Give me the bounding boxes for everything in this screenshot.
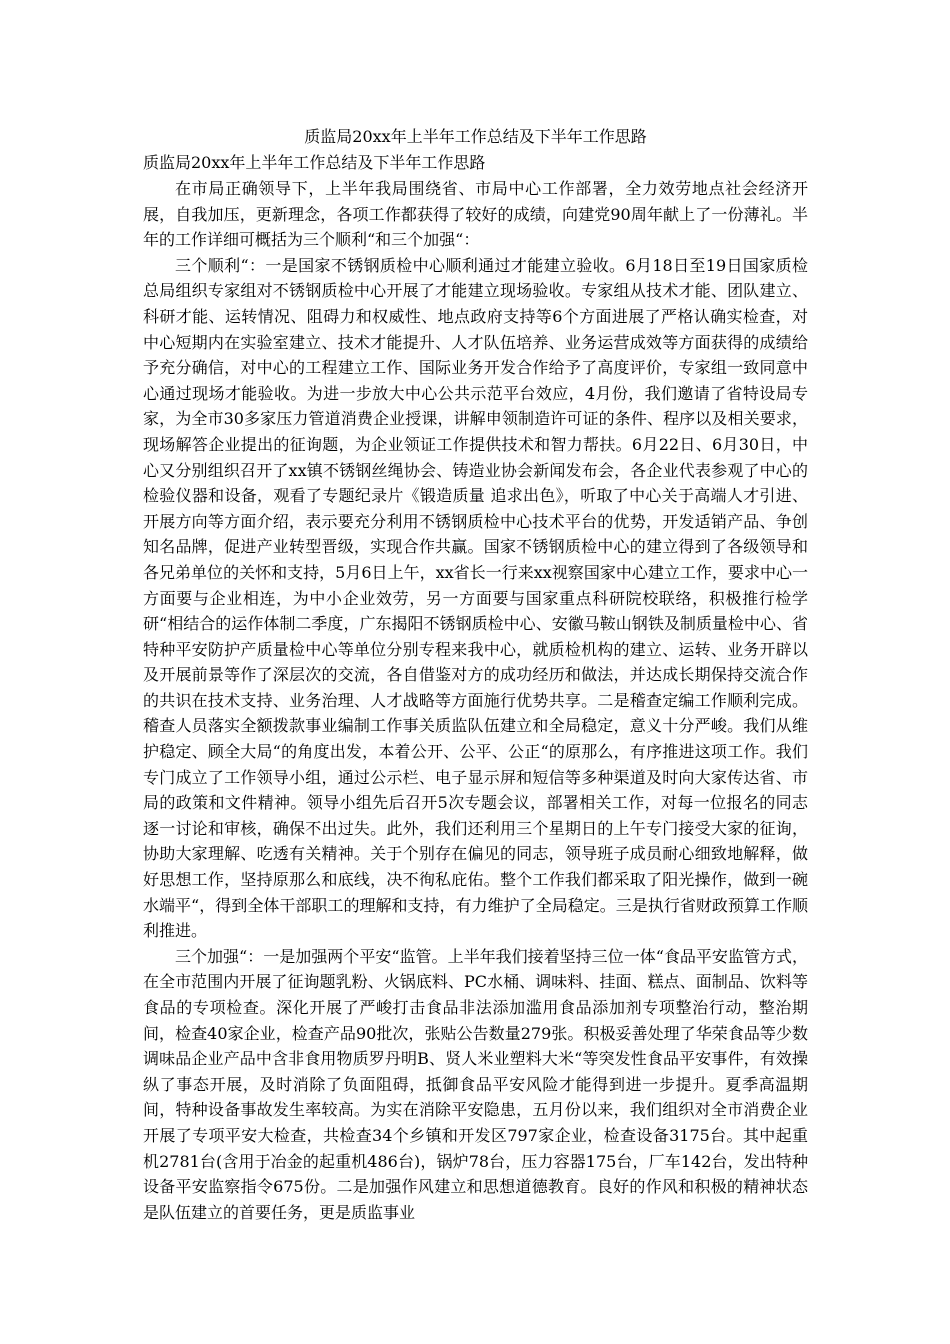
paragraph-intro: 在市局正确领导下，上半年我局围绕省、市局中心工作部署，全力效劳地点社会经济开展，自我加压，更新理念，各项工作都获得了较好的成绩，向建党90周年献上了一份薄礼。半年的工作详细可概括为三个顺利“和三个加强“： <box>143 179 808 250</box>
document-page <box>143 124 808 1225</box>
document-title: 质监局20xx年上半年工作总结及下半年工作思路 <box>304 127 647 146</box>
document-subtitle: 质监局20xx年上半年工作总结及下半年工作思路 <box>143 153 486 172</box>
paragraph-three-successes: 三个顺利“：一是国家不锈钢质检中心顺利通过才能建立验收。6月18日至19日国家质检总局组织专家组对不锈钢质检中心开展了才能建立现场验收。专家组从技术才能、团队建立、科研才能、运转情况、阻碍力和权威性、地点政府支持等6个方面进展了严格认确实检查，对中心短期内在实验室建立、技术才能提升、人才队伍培养、业务运营成效等方面获得的成绩给予充分确信，对中心的工程建立工作、国际业务开发合作给予了高度评价，专家组一致同意中心通过现场才能验收。为进一步放大中心公共示范平台效应，4月份，我们邀请了省特设局专家，为全市30多家压力管道消费企业授课，讲解申领制造许可证的条件、程序以及相关要求，现场解答企业提出的征询题，为企业领证工作提供技术和智力帮扶。6月22日、6月30日，中心又分别组织召开了xx镇不锈钢丝绳协会、铸造业协会新闻发布会，各企业代表参观了中心的检验仪器和设备，观看了专题纪录片《锻造质量 追求出色》，听取了中心关于高端人才引进、开展方向等方面介绍，表示要充分利用不锈钢质检中心技术平台的优势，开发适销产品、争创知名品牌，促进产业转型晋级，实现合作共赢。国家不锈钢质检中心的建立得到了各级领导和各兄弟单位的关怀和支持，5月6日上午，xx省长一行来xx视察国家中心建立工作，要求中心一方面要与企业相连，为中小企业效劳，另一方面要与国家重点科研院校联络，积极推行检学研“相结合的运作体制二季度，广东揭阳不锈钢质检中心、安徽马鞍山钢铁及制质量检中心、省特种平安防护产质量检中心等单位分别专程来我中心，就质检机构的建立、运转、业务开辟以及开展前景等作了深层次的交流，各自借鉴对方的成功经历和做法，并达成长期保持交流合作的共识在技术支持、业务治理、人才战略等方面施行优势共享。二是稽查定编工作顺利完成。稽查人员落实全额拨款事业编制工作事关质监队伍建立和全局稳定，意义十分严峻。我们从维护稳定、顾全大局“的角度出发，本着公开、公平、公正“的原那么，有序推进这项工作。我们专门成立了工作领导小组，通过公示栏、电子显示屏和短信等多种渠道及时向大家传达省、市局的政策和文件精神。领导小组先后召开5次专题会议，部署相关工作，对每一位报名的同志逐一讨论和审核，确保不出过失。此外，我们还利用三个星期日的上午专门接受大家的征询，协助大家理解、吃透有关精神。关于个别存在偏见的同志，领导班子成员耐心细致地解释，做好思想工作，坚持原那么和底线，决不徇私庇佑。整个工作我们都采取了阳光操作，做到一碗水端平“，得到全体干部职工的理解和支持，有力维护了全局稳定。三是执行省财政预算工作顺利推进。 <box>143 255 808 941</box>
paragraph-three-strengthenings: 三个加强“：一是加强两个平安“监管。上半年我们接着坚持三位一体“食品平安监管方式，在全市范围内开展了征询题乳粉、火锅底料、PC水桶、调味料、挂面、糕点、面制品、饮料等食品的专项检查。深化开展了严峻打击食品非法添加滥用食品添加剂专项整治行动，整治期间，检查40家企业，检查产品90批次，张贴公告数量279张。积极妥善处理了华荣食品等少数调味品企业产品中含非食用物质罗丹明B、贤人米业塑料大米“等突发性食品平安事件，有效操纵了事态开展，及时消除了负面阻碍，抵御食品平安风险才能得到进一步提升。夏季高温期间，特种设备事故发生率较高。为实在消除平安隐患，五月份以来，我们组织对全市消费企业开展了专项平安大检查，共检查34个乡镇和开发区797家企业，检查设备3175台。其中起重机2781台(含用于冶金的起重机486台)，锅炉78台，压力容器175台，厂车142台，发出特种设备平安监察指令675份。二是加强作风建立和思想道德教育。良好的作风和积极的精神状态是队伍建立的首要任务，更是质监事业 <box>143 946 808 1222</box>
